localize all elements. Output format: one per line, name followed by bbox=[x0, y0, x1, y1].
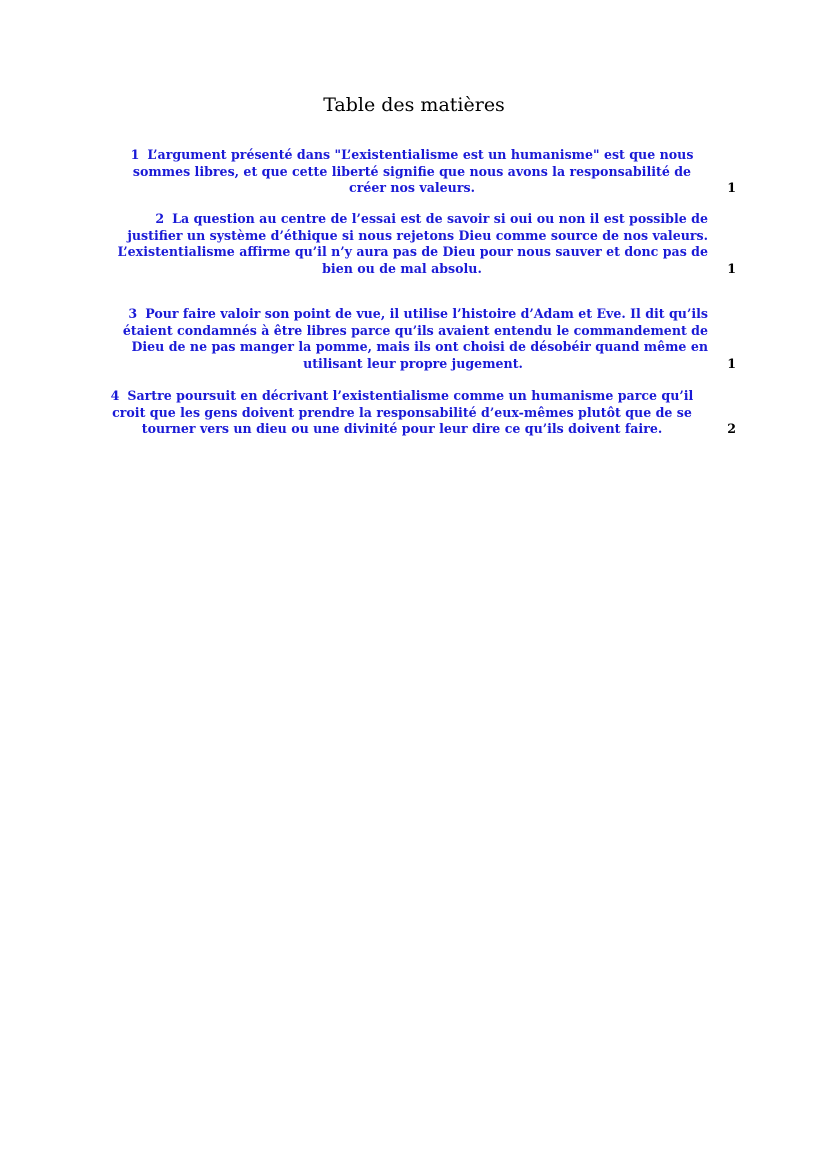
toc-entry-1[interactable] bbox=[96, 147, 736, 197]
toc-entry-2-text[interactable] bbox=[96, 211, 722, 277]
toc-entry-4-page: 2 bbox=[727, 421, 736, 436]
toc-entry-1-title: L’argument présenté dans "L’existentialisme est un humanisme" est que nous sommes libres, et que cette liberté signifie que nous avons la responsabilité de créer nos valeurs. bbox=[132, 147, 694, 195]
toc-entry-4-number: 4 bbox=[110, 388, 120, 403]
toc-entry-2[interactable] bbox=[96, 211, 736, 277]
toc-entry-4[interactable] bbox=[96, 388, 736, 438]
toc-entry-3-page: 1 bbox=[727, 355, 736, 371]
toc-entry-1-number: 1 bbox=[130, 147, 140, 162]
toc-entry-2-title: La question au centre de l’essai est de savoir si oui ou non il est possible de justifier un système d’éthique si nous rejetons Dieu comme source de nos valeurs. L’existentialisme affirme qu’il n’y aura pas de Dieu pour nous sauver et donc pas de bbox=[117, 211, 708, 259]
toc-entry-1-page: 1 bbox=[727, 180, 736, 195]
toc-entry-3-number: 3 bbox=[128, 306, 138, 321]
toc-entry-2-page: 1 bbox=[727, 260, 736, 276]
toc-entry-4-title: Sartre poursuit en décrivant l’existentialisme comme un humanisme parce qu’il croit que les gens doivent prendre la responsabilité d’eux-mêmes plutôt que de se tourner vers un dieu ou une divinité pour leur dire ce qu’ils doivent faire. bbox=[112, 388, 694, 436]
toc-entry-1-text[interactable] bbox=[96, 147, 722, 197]
page-title: Table des matières bbox=[323, 94, 505, 116]
toc-entry-2-title-last-line: bien ou de mal absolu. bbox=[322, 260, 482, 276]
toc-entry-3-text[interactable] bbox=[96, 306, 722, 372]
toc-entry-3-title: Pour faire valoir son point de vue, il utilise l’histoire d’Adam et Eve. Il dit qu’ils étaient condamnés à être libres parce qu’ils avaient entendu le commandement de Dieu de ne pas manger la pomme, mais ils ont choisi de désobéir quand même en bbox=[122, 306, 708, 354]
toc-entry-2-number: 2 bbox=[155, 211, 165, 226]
toc-entry-3-title-last-line: utilisant leur propre jugement. bbox=[303, 355, 523, 371]
toc-entry-4-text[interactable] bbox=[96, 388, 722, 438]
toc-entry-3[interactable] bbox=[96, 306, 736, 372]
